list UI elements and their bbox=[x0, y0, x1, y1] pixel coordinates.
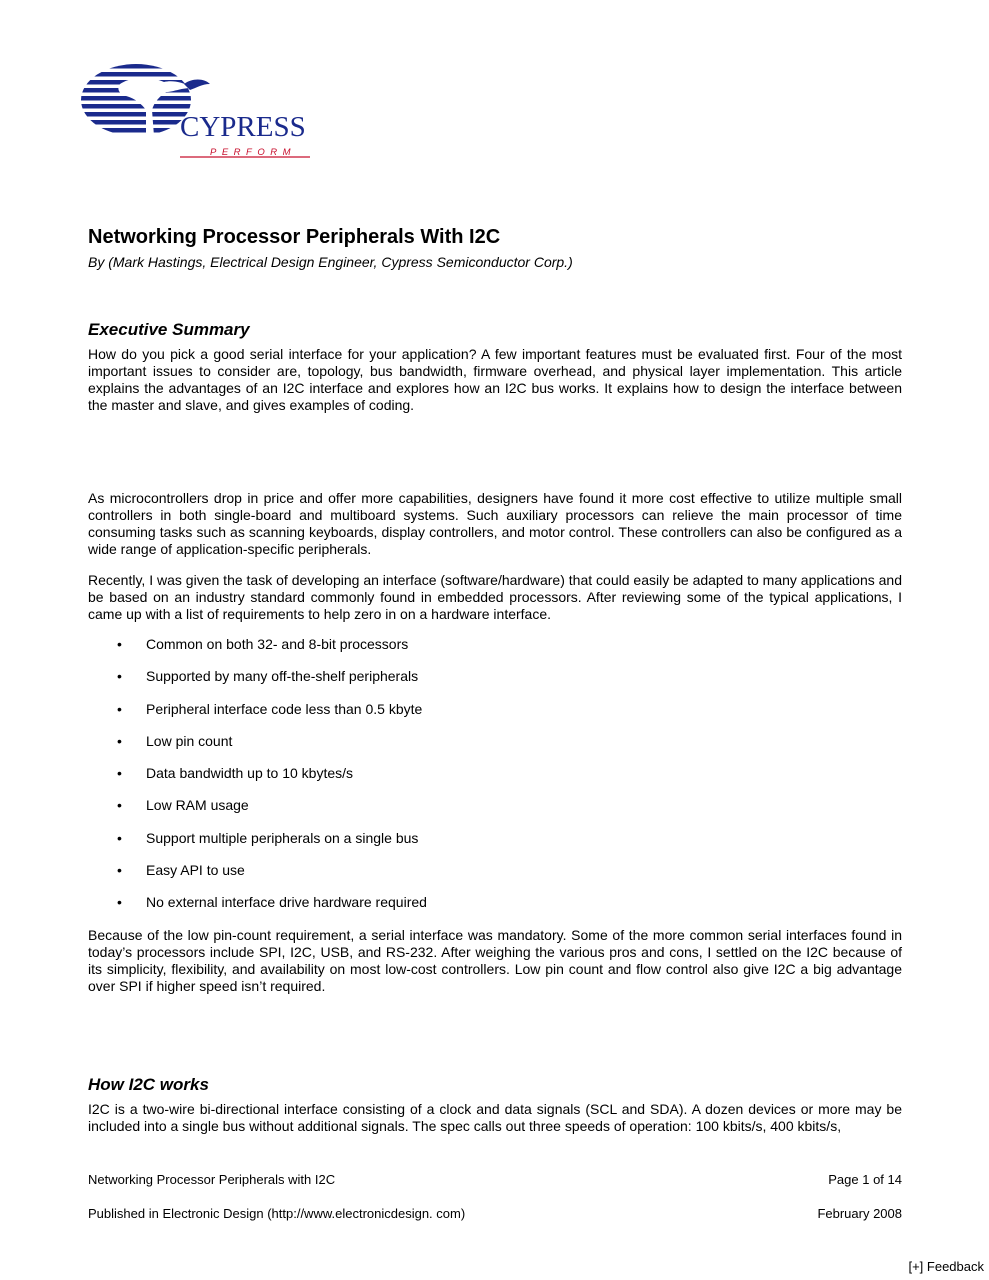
list-item bbox=[88, 668, 902, 685]
footer-date: February 2008 bbox=[817, 1206, 902, 1221]
author-byline: By (Mark Hastings, Electrical Design Engineer, Cypress Semiconductor Corp.) bbox=[88, 254, 573, 270]
bullet-icon: • bbox=[117, 862, 122, 879]
feedback-link[interactable]: [+] Feedback bbox=[908, 1259, 984, 1274]
cypress-logo bbox=[80, 62, 320, 162]
executive-summary-heading: Executive Summary bbox=[88, 320, 250, 339]
list-item bbox=[88, 733, 902, 750]
list-item bbox=[88, 862, 902, 879]
requirement-text: Data bandwidth up to 10 kbytes/s bbox=[146, 765, 354, 782]
list-item bbox=[88, 830, 902, 847]
intro-paragraph-2: Recently, I was given the task of developing an interface (software/hardware) that could easily be adapted to many applications and be based on an industry standard commonly found in embedded processors. After reviewing some of the typical applications, I came up with a list of requirements to help zero in on a hardware interface. bbox=[88, 572, 902, 622]
bullet-icon: • bbox=[117, 894, 122, 911]
bullet-icon: • bbox=[117, 636, 122, 652]
requirement-text: Peripheral interface code less than 0.5 kbyte bbox=[146, 700, 423, 717]
executive-summary-text: How do you pick a good serial interface for your application? A few important features must be evaluated first. Four of the most important issues to consider are, topology, bus bandwidth, firmware overhead, and physical layer implementation. This article explains the advantages of an I2C interface and explores how an I2C bus works. It explains how to design the interface between the master and slave, and gives examples of coding. bbox=[88, 346, 902, 413]
logo-brand: CYPRESS bbox=[180, 111, 306, 143]
requirement-text: Easy API to use bbox=[146, 862, 245, 879]
requirement-text: Low RAM usage bbox=[146, 797, 249, 814]
how-i2c-works-text: I2C is a two-wire bi-directional interface consisting of a clock and data signals (SCL and SDA). A dozen devices or more may be included into a single bus without additional signals. The spec calls out three speeds of operation: 100 kbits/s, 400 kbits/s, bbox=[88, 1101, 902, 1134]
list-item bbox=[88, 894, 902, 911]
footer-row-2 bbox=[88, 1206, 902, 1222]
intro-paragraph-3: Because of the low pin-count requirement, a serial interface was mandatory. Some of the more common serial interfaces found in today’s processors include SPI, I2C, USB, and RS-232. After weighing the various pros and cons, I settled on the I2C because of its simplicity, flexibility, and availability on most low-cost controllers. Low pin count and flow control also give I2C a big advantage over SPI if higher speed isn’t required. bbox=[88, 927, 902, 994]
list-item bbox=[88, 636, 902, 653]
requirement-text: Low pin count bbox=[146, 732, 233, 749]
footer-doc-title: Networking Processor Peripherals with I2C bbox=[88, 1172, 336, 1187]
cypress-logo-graphic bbox=[80, 62, 320, 162]
requirements-list bbox=[88, 636, 902, 927]
page-title: Networking Processor Peripherals With I2C bbox=[88, 226, 501, 248]
list-item bbox=[88, 797, 902, 814]
footer-publication: Published in Electronic Design (http://www.electronicdesign. com) bbox=[88, 1206, 466, 1221]
bullet-icon: • bbox=[117, 700, 122, 717]
bullet-icon: • bbox=[117, 732, 122, 749]
intro-paragraph-1: As microcontrollers drop in price and offer more capabilities, designers have found it more cost effective to utilize multiple small controllers in both single-board and multiboard systems. Such auxiliary processors can relieve the main processor of time consuming tasks such as scanning keyboards, display controllers, and motor control. These controllers can also be configured as a wide range of application-specific peripherals. bbox=[88, 490, 902, 557]
bullet-icon: • bbox=[117, 829, 122, 846]
requirement-text: Supported by many off-the-shelf peripherals bbox=[146, 668, 419, 685]
globe-icon bbox=[80, 64, 192, 136]
page-number: Page 1 of 14 bbox=[828, 1172, 902, 1187]
requirement-text: Common on both 32- and 8-bit processors bbox=[146, 636, 409, 652]
requirement-text: No external interface drive hardware required bbox=[146, 894, 427, 911]
bullet-icon: • bbox=[117, 668, 122, 685]
requirement-text: Support multiple peripherals on a single bus bbox=[146, 829, 419, 846]
bullet-icon: • bbox=[117, 765, 122, 782]
list-item bbox=[88, 701, 902, 718]
footer-row-1 bbox=[88, 1172, 902, 1188]
how-i2c-works-heading: How I2C works bbox=[88, 1075, 209, 1094]
logo-tagline: PERFORM bbox=[210, 147, 296, 158]
bullet-icon: • bbox=[117, 797, 122, 814]
list-item bbox=[88, 765, 902, 782]
